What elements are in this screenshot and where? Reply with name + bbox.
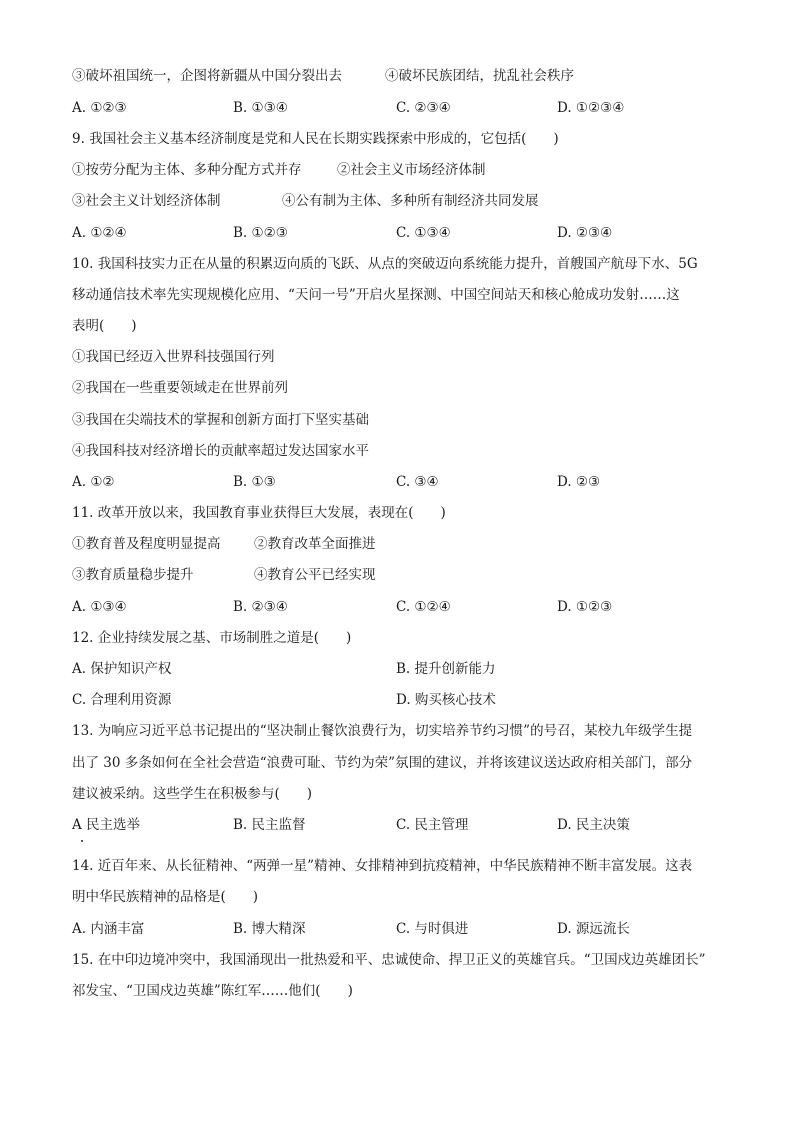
- q11-item2: ②教育改革全面推进: [254, 536, 376, 552]
- q9-option-d: D. ②③④: [557, 225, 613, 241]
- q8-item4: ④破坏民族团结，扰乱社会秩序: [385, 68, 574, 84]
- q10-item4: ④我国科技对经济增长的贡献率超过发达国家水平: [72, 443, 369, 459]
- q9-item1: ①按劳分配为主体、多种分配方式并存: [72, 162, 302, 178]
- q12-stem: 12. 企业持续发展之基、市场制胜之道是( ): [72, 630, 352, 646]
- q11-option-d: D. ①②③: [557, 599, 613, 615]
- q8-option-a: A. ①②③: [72, 100, 127, 116]
- q10-item1: ①我国已经迈入世界科技强国行列: [72, 349, 275, 365]
- q13-option-b: B. 民主监督: [233, 817, 306, 833]
- q14-option-d: D. 源远流长: [557, 921, 630, 937]
- q14-option-c: C. 与时俱进: [396, 921, 469, 937]
- q11-item1: ①教育普及程度明显提高: [72, 536, 221, 552]
- q9-option-a: A. ①②④: [72, 225, 127, 241]
- q13-stem-line3: 建议被采纳。这些学生在积极参与( ): [72, 786, 313, 802]
- q9-item3: ③社会主义计划经济体制: [72, 193, 221, 209]
- q13-option-c: C. 民主管理: [396, 817, 469, 833]
- q8-option-c: C. ②③④: [396, 100, 451, 116]
- q10-stem-line1: 10. 我国科技实力正在从量的积累迈向质的飞跃、从点的突破迈向系统能力提升，首艘国产航母下水、5G: [72, 256, 698, 272]
- q9-option-b: B. ①②③: [233, 225, 288, 241]
- q10-item2: ②我国在一些重要领域走在世界前列: [72, 380, 288, 396]
- q12-option-d: D. 购买核心技术: [396, 692, 496, 708]
- q14-option-b: B. 博大精深: [233, 921, 306, 937]
- q14-stem-line1: 14. 近百年来、从长征精神、“两弹一星”精神、女排精神到抗疫精神，中华民族精神不断丰富发展。这表: [72, 858, 693, 874]
- q11-stem: 11. 改革开放以来，我国教育事业获得巨大发展，表现在( ): [72, 505, 446, 521]
- q10-item3: ③我国在尖端技术的掌握和创新方面打下坚实基础: [72, 412, 369, 428]
- q10-stem-line3: 表明( ): [72, 318, 137, 334]
- q15-stem-line2: 祁发宝、“卫国戍边英雄”陈红军……他们( ): [72, 983, 353, 999]
- q15-stem-line1: 15. 在中印边境冲突中，我国涌现出一批热爱和平、忠诚使命、捍卫正义的英雄官兵。“卫国戍边英雄团长”: [72, 952, 706, 968]
- q8-item3: ③破坏祖国统一，企图将新疆从中国分裂出去: [72, 68, 342, 84]
- q13-stem-line2: 出了 30 多条如何在全社会营造“浪费可耻、节约为荣”氛围的建议，并将该建议送达政府相关部门，部分: [72, 755, 693, 771]
- q11-item4: ④教育公平已经实现: [254, 567, 376, 583]
- q14-stem-line2: 明中华民族精神的品格是( ): [72, 889, 259, 905]
- q12-option-b: B. 提升创新能力: [396, 661, 496, 677]
- q10-option-d: D. ②③: [557, 474, 601, 490]
- q11-item3: ③教育质量稳步提升: [72, 567, 194, 583]
- stray-dot: [81, 840, 83, 842]
- q10-option-c: C. ③④: [396, 474, 439, 490]
- q10-stem-line2: 移动通信技术率先实现规模化应用、“天问一号”开启火星探测、中国空间站天和核心舱成功发射……这: [72, 287, 680, 303]
- q9-item4: ④公有制为主体、多种所有制经济共同发展: [282, 193, 539, 209]
- q9-stem: 9. 我国社会主义基本经济制度是党和人民在长期实践探索中形成的，它包括( ): [72, 131, 559, 147]
- q8-option-b: B. ①③④: [233, 100, 288, 116]
- q11-option-c: C. ①②④: [396, 599, 451, 615]
- q10-option-b: B. ①③: [233, 474, 276, 490]
- q9-item2: ②社会主义市场经济体制: [337, 162, 486, 178]
- q13-stem-line1: 13. 为响应习近平总书记提出的“坚决制止餐饮浪费行为，切实培养节约习惯”的号召，某校九年级学生提: [72, 723, 693, 739]
- q13-option-d: D. 民主决策: [557, 817, 630, 833]
- q11-option-a: A. ①③④: [72, 599, 127, 615]
- q8-option-d: D. ①②③④: [557, 100, 625, 116]
- q9-option-c: C. ①③④: [396, 225, 451, 241]
- q10-option-a: A. ①②: [72, 474, 115, 490]
- q14-option-a: A. 内涵丰富: [72, 921, 145, 937]
- q13-option-a: A 民主选举: [72, 817, 141, 833]
- q11-option-b: B. ②③④: [233, 599, 288, 615]
- q12-option-a: A. 保护知识产权: [72, 661, 172, 677]
- q12-option-c: C. 合理利用资源: [72, 692, 172, 708]
